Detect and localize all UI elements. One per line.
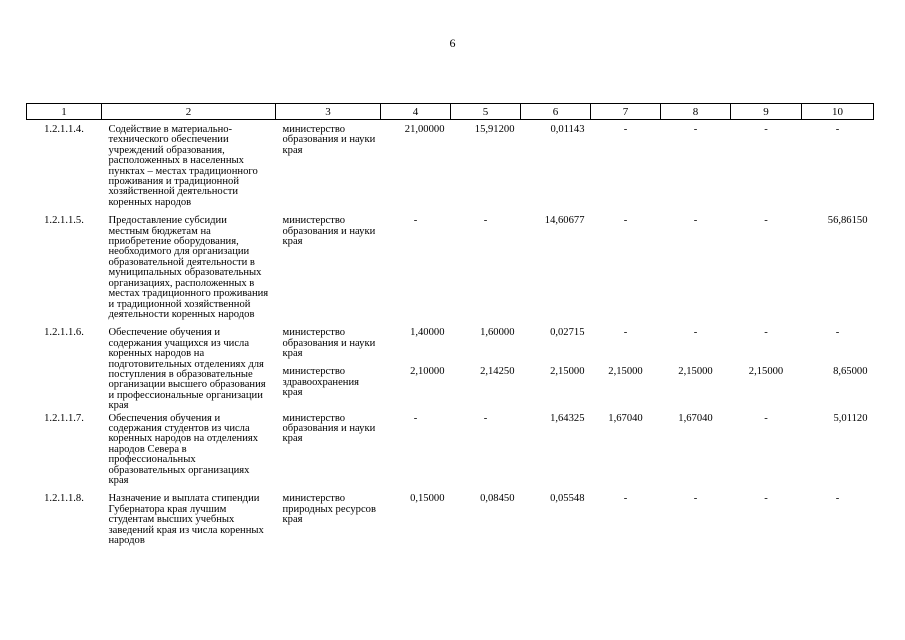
item-name: Обеспечение обучения и содержания учащихся из числа коренных народов на подготовительных отделениях для поступления в образовательные организации высшего образования и профессиональные организации края xyxy=(108,327,266,412)
item-name: Содействие в материально-технического обеспечении учреждений образования, расположенных в населенных пунктах – местах традиционного проживания и традиционной хозяйственной деятельности коренных народов xyxy=(108,124,258,208)
value-col-8: - xyxy=(693,215,698,227)
value-col-8: - xyxy=(693,493,698,505)
value-col-9: - xyxy=(764,124,768,135)
value-col-5: 0,08450 xyxy=(480,493,515,505)
item-name: Предоставление субсидии местным бюджетам на приобретение оборудования, необходимого для организации образовательной деятельности в муниципальных образовательных организациях, расположенных в местах традиционного проживания и традиционной хозяйственной деятельности коренных народов xyxy=(108,215,269,320)
table-row xyxy=(27,494,874,554)
value-col-4: 21,00000 xyxy=(404,124,445,135)
executor: министерство природных ресурсов края xyxy=(282,493,376,526)
value-col-6: 2,15000 xyxy=(550,366,585,378)
table-row xyxy=(27,120,874,217)
value-col-7: 1,67040 xyxy=(608,412,643,424)
value-col-10: 56,86150 xyxy=(827,215,868,227)
value-col-4: 1,40000 xyxy=(410,327,445,339)
item-code: 1.2.1.1.8. xyxy=(44,493,84,505)
value-col-7: - xyxy=(623,493,628,505)
column-header-5: 5 xyxy=(451,104,521,120)
column-header-9: 9 xyxy=(731,104,802,120)
value-col-5: 15,91200 xyxy=(474,124,515,135)
table-body xyxy=(27,120,874,555)
column-header-2: 2 xyxy=(102,104,276,120)
value-col-7: - xyxy=(623,327,628,339)
program-table xyxy=(26,103,874,554)
value-col-8: 1,67040 xyxy=(678,412,713,424)
column-header-8: 8 xyxy=(661,104,731,120)
executor: министерство образования и науки края xyxy=(282,327,376,360)
column-header-7: 7 xyxy=(591,104,661,120)
value-col-10: 8,65000 xyxy=(833,366,868,378)
column-header-1: 1 xyxy=(27,104,102,120)
item-code: 1.2.1.1.5. xyxy=(44,215,84,227)
page-number: 6 xyxy=(449,36,456,50)
header-row xyxy=(27,104,874,120)
table-row xyxy=(27,328,874,367)
value-col-5: - xyxy=(483,412,488,424)
value-col-6: 1,64325 xyxy=(550,412,585,424)
item-name: Обеспечения обучения и содержания студентов из числа коренных народов на отделениях народов Севера в профессиональных образовательных организациях края xyxy=(108,412,259,486)
column-header-10: 10 xyxy=(802,104,874,120)
executor: министерство образования и науки края xyxy=(282,124,376,156)
value-col-4: - xyxy=(413,412,418,424)
value-col-6: 0,02715 xyxy=(550,327,585,339)
value-col-10: - xyxy=(835,124,840,135)
executor: министерство образования и науки края xyxy=(282,412,376,445)
value-col-8: - xyxy=(693,124,698,135)
value-col-4: 2,10000 xyxy=(410,366,445,378)
item-code: 1.2.1.1.4. xyxy=(44,124,84,135)
value-col-4: - xyxy=(413,215,418,227)
value-col-9: - xyxy=(764,327,768,339)
value-col-5: 2,14250 xyxy=(480,366,515,378)
item-code: 1.2.1.1.6. xyxy=(44,327,84,339)
value-col-9: - xyxy=(764,412,768,424)
value-col-7: - xyxy=(623,215,628,227)
value-col-7: - xyxy=(623,124,628,135)
value-col-5: - xyxy=(483,215,488,227)
column-header-3: 3 xyxy=(276,104,381,120)
value-col-10: 5,01120 xyxy=(833,412,868,424)
value-col-6: 0,05548 xyxy=(550,493,585,505)
value-col-5: 1,60000 xyxy=(480,327,515,339)
executor: министерство образования и науки края xyxy=(282,215,376,248)
value-col-6: 0,01143 xyxy=(550,124,585,135)
value-col-10: - xyxy=(835,327,840,339)
item-name: Назначение и выплата стипендии Губернатора края лучшим студентам высших учебных заведений края из числа коренных народов xyxy=(108,493,264,547)
column-header-6: 6 xyxy=(521,104,591,120)
executor: министерство здравоохранения края xyxy=(282,366,360,399)
value-col-8: - xyxy=(693,327,698,339)
table-row xyxy=(27,216,874,328)
value-col-9: 2,15000 xyxy=(748,366,784,378)
column-header-4: 4 xyxy=(381,104,451,120)
value-col-9: - xyxy=(764,215,768,227)
value-col-4: 0,15000 xyxy=(410,493,445,505)
value-col-8: 2,15000 xyxy=(678,366,713,378)
value-col-10: - xyxy=(835,493,840,505)
table-row xyxy=(27,414,874,495)
value-col-6: 14,60677 xyxy=(544,215,585,227)
value-col-7: 2,15000 xyxy=(608,366,643,378)
item-code: 1.2.1.1.7. xyxy=(44,412,84,424)
value-col-9: - xyxy=(764,493,768,505)
